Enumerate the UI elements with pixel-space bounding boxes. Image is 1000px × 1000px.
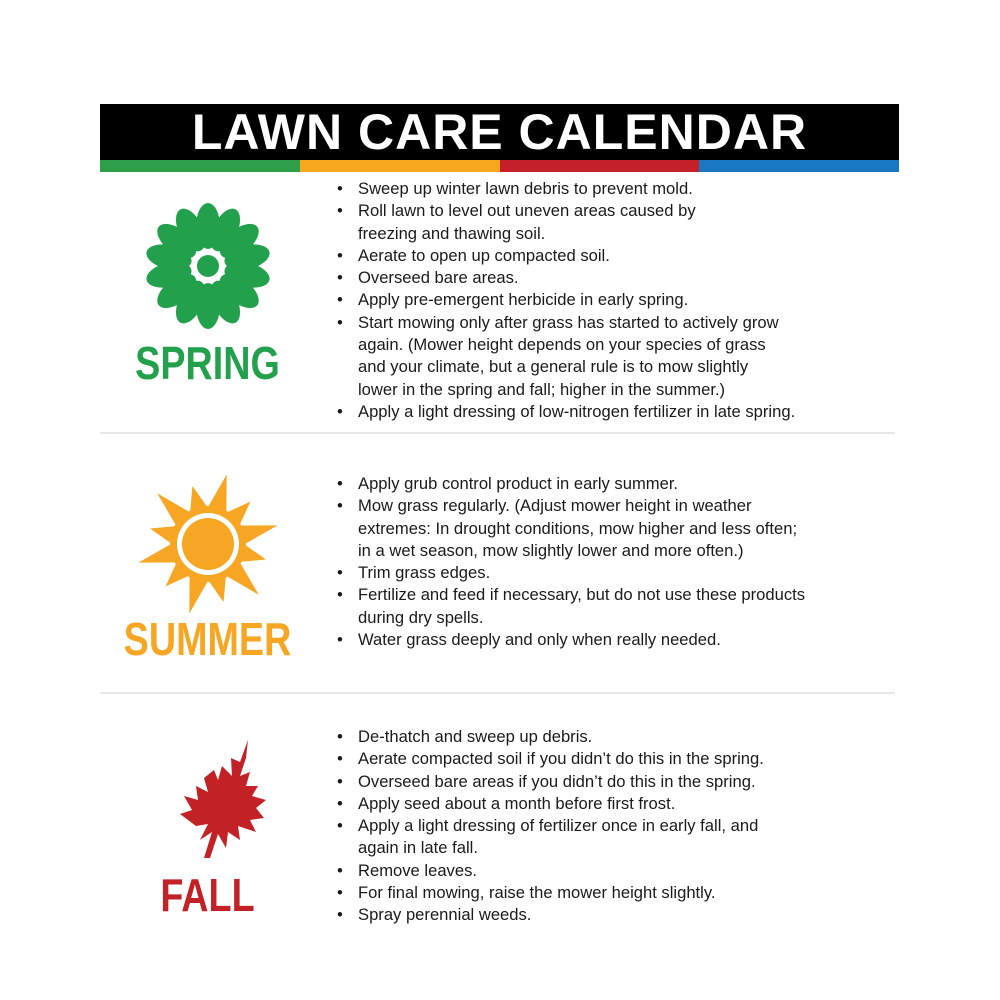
list-item: • Start mowing only after grass has started to actively grow again. (Mower height depends on your species of grass and your climate, but a general rule is to mow slightly lower in the spring and fall; higher in the summer.) (337, 312, 877, 401)
list-item: • Apply a light dressing of fertilizer once in early fall, and again in late fall. (337, 815, 877, 860)
fall-section (100, 694, 895, 954)
list-item: • Apply seed about a month before first frost. (337, 793, 877, 815)
flower-icon (100, 200, 315, 332)
page-title: LAWN CARE CALENDAR (191, 104, 808, 160)
maple-leaf-icon (100, 736, 315, 866)
spring-section (100, 172, 895, 432)
summer-section (100, 434, 895, 692)
list-item: • Overseed bare areas if you didn’t do this in the spring. (337, 771, 877, 793)
title-banner (100, 104, 899, 160)
list-item: • For final mowing, raise the mower height slightly. (337, 882, 877, 904)
list-item: • Water grass deeply and only when really needed. (337, 629, 877, 651)
summer-icon-column (100, 434, 315, 692)
season-name-spring: SPRING (135, 337, 280, 389)
list-item: • Trim grass edges. (337, 562, 877, 584)
list-item: • Apply a light dressing of low-nitrogen fertilizer in late spring. (337, 401, 877, 423)
list-item: • Apply grub control product in early summer. (337, 473, 877, 495)
stripe-red (500, 160, 700, 172)
stripe-orange (300, 160, 500, 172)
list-item: • Spray perennial weeds. (337, 904, 877, 926)
stripe-green (100, 160, 300, 172)
fall-icon-column (100, 694, 315, 954)
list-item: • Roll lawn to level out uneven areas caused by freezing and thawing soil. (337, 200, 877, 245)
color-stripe (100, 160, 899, 172)
spring-task-list (337, 178, 877, 423)
spring-icon-column (100, 172, 315, 432)
season-name-summer: SUMMER (123, 613, 292, 665)
summer-task-list (337, 473, 877, 651)
fall-task-list (337, 726, 877, 927)
list-item: • Sweep up winter lawn debris to prevent mold. (337, 178, 877, 200)
list-item: • Remove leaves. (337, 860, 877, 882)
list-item: • Overseed bare areas. (337, 267, 877, 289)
sun-icon (100, 468, 315, 618)
list-item: • Mow grass regularly. (Adjust mower height in weather extremes: In drought conditions, mow higher and less often; in a wet season, mow slightly lower and more often.) (337, 495, 877, 562)
list-item: • Apply pre-emergent herbicide in early spring. (337, 289, 877, 311)
stripe-blue (699, 160, 899, 172)
season-name-fall: FALL (160, 869, 255, 921)
list-item: • Aerate compacted soil if you didn’t do this in the spring. (337, 748, 877, 770)
list-item: • Fertilize and feed if necessary, but do not use these products during dry spells. (337, 584, 877, 629)
list-item: • De-thatch and sweep up debris. (337, 726, 877, 748)
list-item: • Aerate to open up compacted soil. (337, 245, 877, 267)
